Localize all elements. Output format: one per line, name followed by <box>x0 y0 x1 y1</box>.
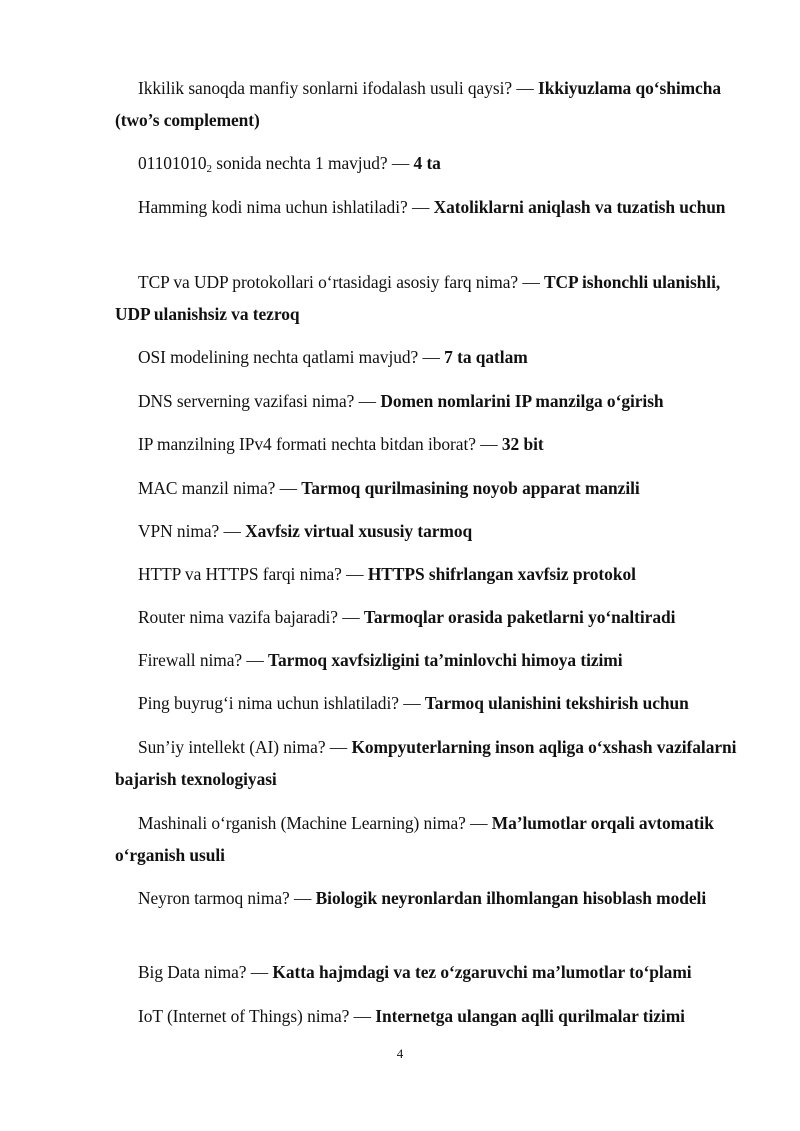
qa-item-machine-learning <box>115 807 745 871</box>
answer-text: Tarmoqlar orasida paketlarni yo‘naltiradi <box>363 607 676 627</box>
qa-item-router <box>115 601 745 633</box>
question-text <box>138 153 409 173</box>
qa-item-dns <box>115 385 745 417</box>
question-text: IoT (Internet of Things) nima? — <box>138 1006 371 1026</box>
answer-text: Ma’lumotlar orqali avtomatik o‘rganish usuli <box>115 813 714 865</box>
question-text: IP manzilning IPv4 formati nechta bitdan iborat? — <box>138 434 498 454</box>
question-text: TCP va UDP protokollari o‘rtasidagi asosiy farq nima? — <box>138 272 540 292</box>
qa-item-iot <box>115 1000 745 1032</box>
answer-text: Domen nomlarini IP manzilga o‘girish <box>380 391 664 411</box>
answer-text: Internetga ulangan aqlli qurilmalar tizimi <box>375 1006 685 1026</box>
answer-text: Ikkiyuzlama qo‘shimcha (two’s complement) <box>115 78 721 130</box>
answer-text: 32 bit <box>501 434 544 454</box>
answer-text: Tarmoq ulanishini tekshirish uchun <box>424 693 689 713</box>
qa-item-neural-network <box>115 882 745 914</box>
qa-item-two-complement <box>115 72 745 136</box>
answer-text: HTTPS shifrlangan xavfsiz protokol <box>367 564 636 584</box>
question-rest: sonida nechta 1 mavjud? — <box>211 153 410 173</box>
qa-item-https <box>115 558 745 590</box>
qa-item-mac <box>115 472 745 504</box>
qa-item-count-ones <box>115 147 745 179</box>
answer-text: Xavfsiz virtual xususiy tarmoq <box>245 521 473 541</box>
qa-item-ai <box>115 731 745 795</box>
question-text: Hamming kodi nima uchun ishlatiladi? — <box>138 197 430 217</box>
answer-text: Kompyuterlarning inson aqliga o‘xshash vazifalarni bajarish texnologiyasi <box>115 737 737 789</box>
question-text: HTTP va HTTPS farqi nima? — <box>138 564 364 584</box>
question-text: Mashinali o‘rganish (Machine Learning) nima? — <box>138 813 488 833</box>
answer-text: TCP ishonchli ulanishli, UDP ulanishsiz va tezroq <box>115 272 721 324</box>
question-text: Firewall nima? — <box>138 650 264 670</box>
answer-text: Xatoliklarni aniqlash va tuzatish uchun <box>433 197 726 217</box>
qa-item-firewall <box>115 644 745 676</box>
qa-item-vpn <box>115 515 745 547</box>
question-text: Ping buyrug‘i nima uchun ishlatiladi? — <box>138 693 421 713</box>
qa-item-ping <box>115 687 745 719</box>
number-base-subscript: 2 <box>206 163 212 175</box>
answer-text: 4 ta <box>413 153 441 173</box>
qa-item-hamming <box>115 191 745 223</box>
page-number: 4 <box>396 1046 404 1061</box>
qa-item-big-data <box>115 956 745 988</box>
question-text: DNS serverning vazifasi nima? — <box>138 391 376 411</box>
question-text: Big Data nima? — <box>138 962 269 982</box>
qa-item-tcp-udp <box>115 266 745 330</box>
question-text: MAC manzil nima? — <box>138 478 297 498</box>
question-text: Neyron tarmoq nima? — <box>138 888 312 908</box>
qa-item-ipv4 <box>115 428 745 460</box>
question-text: Router nima vazifa bajaradi? — <box>138 607 360 627</box>
answer-text: Katta hajmdagi va tez o‘zgaruvchi ma’lumotlar to‘plami <box>272 962 692 982</box>
question-text: Sun’iy intellekt (AI) nima? — <box>138 737 348 757</box>
question-text: Ikkilik sanoqda manfiy sonlarni ifodalash usuli qaysi? — <box>138 78 534 98</box>
answer-text: Tarmoq xavfsizligini ta’minlovchi himoya tizimi <box>268 650 623 670</box>
binary-number: 01101010 <box>138 153 207 173</box>
question-text: OSI modelining nechta qatlami mavjud? — <box>138 347 440 367</box>
answer-text: Biologik neyronlardan ilhomlangan hisoblash modeli <box>315 888 707 908</box>
qa-item-osi <box>115 341 745 373</box>
answer-text: Tarmoq qurilmasining noyob apparat manzili <box>301 478 640 498</box>
answer-text: 7 ta qatlam <box>444 347 528 367</box>
question-text: VPN nima? — <box>138 521 241 541</box>
